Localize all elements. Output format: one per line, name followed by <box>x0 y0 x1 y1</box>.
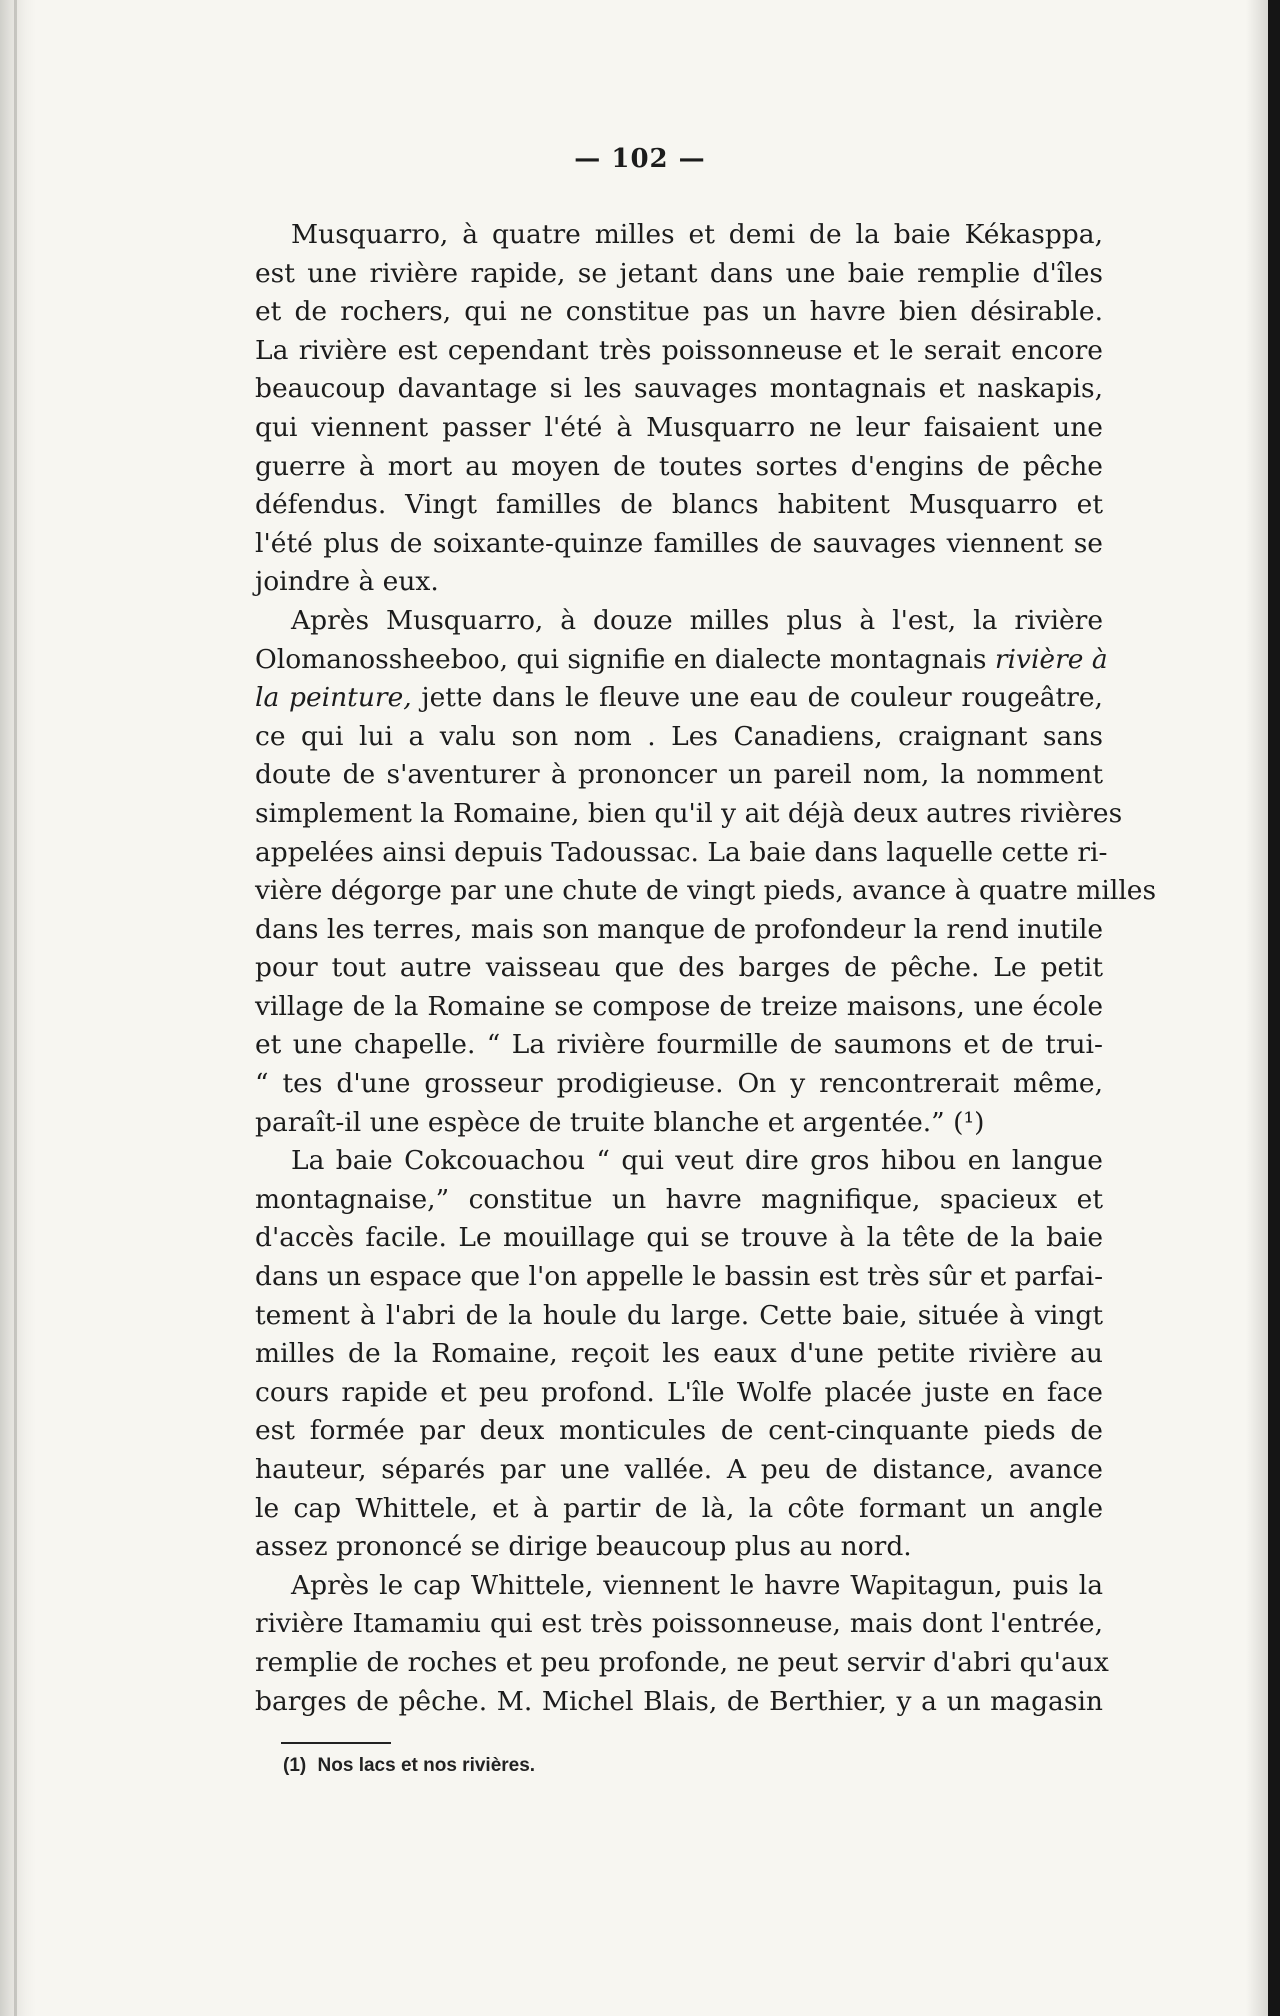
text-line: montagnaise,” constitue un havre magnifique, spacieux et <box>255 1183 1103 1215</box>
text-line: La rivière est cependant très poissonneuse et le serait encore <box>255 334 1103 366</box>
page-number: — 102 — <box>574 144 706 174</box>
text-line: la peinture, jette dans le fleuve une eau de couleur rougeâtre, <box>255 682 1103 714</box>
text-line: et une chapelle. “ La rivière fourmille de saumons et de trui- <box>255 1029 1103 1061</box>
page-binding-line <box>14 0 17 2016</box>
text-line: assez prononcé se dirige beaucoup plus au nord. <box>255 1531 912 1563</box>
text-line: La baie Cokcouachou “ qui veut dire gros hibou en langue <box>291 1145 1103 1177</box>
footnote-marker: (1) <box>283 1755 307 1776</box>
text-line: doute de s'aventurer à prononcer un pareil nom, la nomment <box>255 759 1103 791</box>
text-line: tement à l'abri de la houle du large. Cette baie, située à vingt <box>255 1299 1103 1331</box>
text-line: Après Musquarro, à douze milles plus à l'est, la rivière <box>291 604 1103 636</box>
text-line: qui viennent passer l'été à Musquarro ne leur faisaient une <box>255 411 1103 443</box>
page-left-edge-shadow <box>0 0 36 2016</box>
text-line: appelées ainsi depuis Tadoussac. La baie dans laquelle cette ri- <box>255 836 1108 868</box>
text-line: joindre à eux. <box>255 566 439 598</box>
page-right-shadow <box>1246 0 1268 2016</box>
text-line: pour tout autre vaisseau que des barges de pêche. Le petit <box>255 952 1103 984</box>
text-line: barges de pêche. M. Michel Blais, de Berthier, y a un magasin <box>255 1685 1103 1717</box>
footnote-rule <box>281 1742 391 1744</box>
text-line: Musquarro, à quatre milles et demi de la baie Kékasppa, <box>291 219 1103 250</box>
text-line: est formée par deux monticules de cent-cinquante pieds de <box>255 1415 1103 1447</box>
text-line: simplement la Romaine, bien qu'il y ait déjà deux autres rivières <box>255 797 1123 829</box>
text-line: cours rapide et peu profond. L'île Wolfe placée juste en face <box>255 1376 1103 1408</box>
text-line: hauteur, séparés par une vallée. A peu de distance, avance <box>255 1454 1103 1485</box>
page-right-border <box>1268 0 1280 2016</box>
footnote-text: Nos lacs et nos rivières. <box>317 1755 536 1776</box>
text-line: vière dégorge par une chute de vingt pieds, avance à quatre milles <box>255 875 1157 907</box>
text-line: l'été plus de soixante-quinze familles de sauvages viennent se <box>255 527 1103 559</box>
text-line: dans un espace que l'on appelle le bassin est très sûr et parfai- <box>255 1261 1104 1293</box>
text-line: dans les terres, mais son manque de profondeur la rend inutile <box>255 913 1104 945</box>
text-line: paraît-il une espèce de truite blanche et argentée.” (¹) <box>255 1106 985 1138</box>
text-line: rivière Itamamiu qui est très poissonneuse, mais dont l'entrée, <box>255 1608 1103 1640</box>
text-line: Après le cap Whittele, viennent le havre Wapitagun, puis la <box>291 1569 1103 1601</box>
text-line: est une rivière rapide, se jetant dans une baie remplie d'îles <box>255 257 1103 289</box>
text-line: défendus. Vingt familles de blancs habitent Musquarro et <box>255 489 1103 521</box>
text-line: beaucoup davantage si les sauvages montagnais et naskapis, <box>255 373 1103 405</box>
text-line: remplie de roches et peu profonde, ne peut servir d'abri qu'aux <box>255 1646 1109 1678</box>
text-line: Olomanossheeboo, qui signifie en dialecte montagnais rivière à <box>255 643 1108 675</box>
footnote <box>283 1755 535 1777</box>
text-line: guerre à mort au moyen de toutes sortes d'engins de pêche <box>255 450 1103 482</box>
text-line: ce qui lui a valu son nom . Les Canadiens, craignant sans <box>255 720 1103 752</box>
text-line: le cap Whittele, et à partir de là, la côte formant un angle <box>255 1492 1103 1524</box>
body-text <box>255 216 1157 1721</box>
text-line: “ tes d'une grosseur prodigieuse. On y rencontrerait même, <box>255 1068 1103 1100</box>
text-line: et de rochers, qui ne constitue pas un havre bien désirable. <box>255 296 1103 328</box>
text-line: d'accès facile. Le mouillage qui se trouve à la tête de la baie <box>255 1222 1103 1254</box>
text-line: milles de la Romaine, reçoit les eaux d'une petite rivière au <box>255 1338 1103 1370</box>
text-line: village de la Romaine se compose de treize maisons, une école <box>255 990 1103 1022</box>
